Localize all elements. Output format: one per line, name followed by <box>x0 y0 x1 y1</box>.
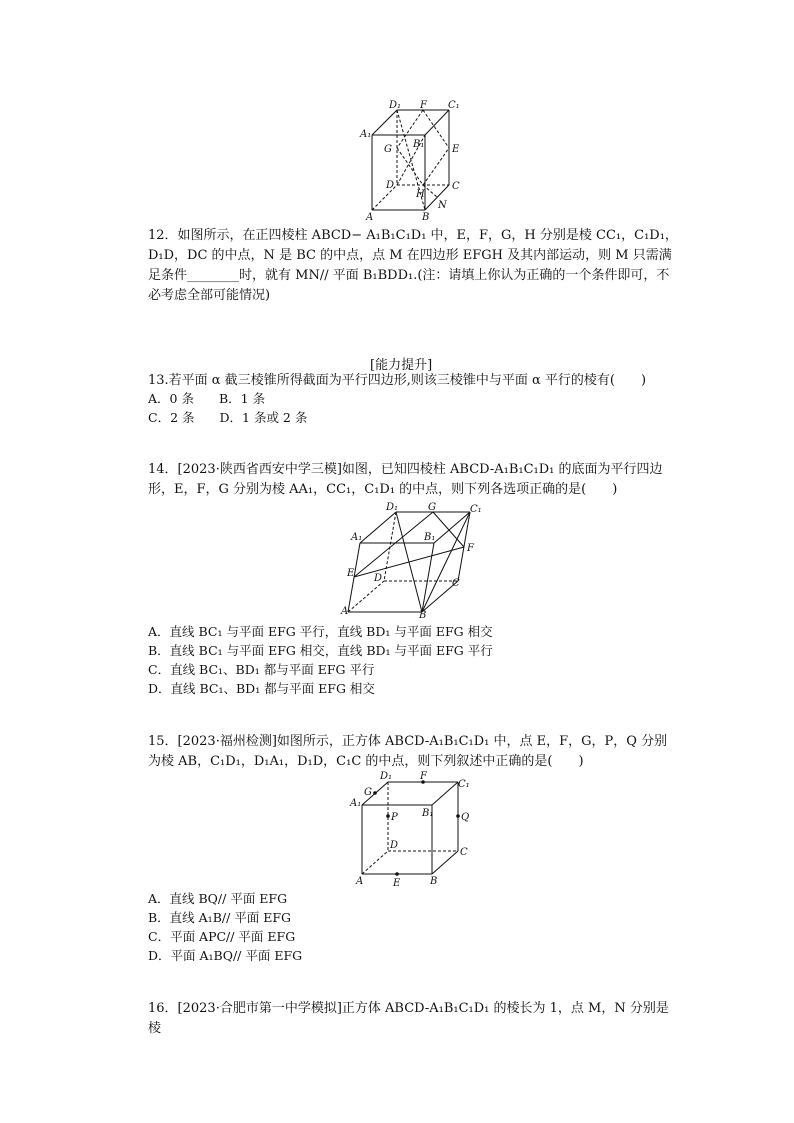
fig1-label-A1: A₁ <box>360 129 372 140</box>
fig3-label-B1: B₁ <box>422 808 434 819</box>
fig2-label-E: E <box>347 568 355 579</box>
q13-option-row-2: C．2 条 D．1 条或 2 条 <box>148 410 308 425</box>
fig3-label-F: F <box>420 771 427 782</box>
fig2-label-A: A <box>341 606 349 617</box>
fig3-label-C: C <box>460 847 468 858</box>
fig3-label-A: A <box>356 876 364 887</box>
section-heading: [能力提升] <box>370 358 433 373</box>
question-13: 13.若平面 α 截三棱锥所得截面为平行四边形,则该三棱锥中与平面 α 平行的棱有( ) <box>148 373 647 388</box>
question-12: 12．如图所示，在正四棱柱 ABCD− A₁B₁C₁D₁ 中，E，F，G，H 分别是棱 CC₁，C₁D₁，D₁D，DC 的中点，N 是 BC 的中点，点 M 在四边形 EFGH 及其内部运动，则 M 只需满足条件________时，就有 MN// 平面 B₁BDD₁.(注：请填上你认为正确的一个条件即可，不必考虑全部可能情况) <box>148 228 678 303</box>
fig3-label-G: G <box>364 787 372 798</box>
fig1-label-C1: C₁ <box>448 100 460 111</box>
fig3-label-E: E <box>393 878 401 889</box>
figure-q12-prism <box>0 0 794 230</box>
q14-option-c: C．直线 BC₁、BD₁ 都与平面 EFG 平行 <box>148 662 375 677</box>
question-14: 14．[2023·陕西省西安中学三模]如图，已知四棱柱 ABCD-A₁B₁C₁D₁ 的底面为平行四边形，E，F，G 分别为棱 AA₁，CC₁，C₁D₁ 的中点，则下列各选项正确的是( ) <box>148 462 663 497</box>
fig1-label-A: A <box>366 212 374 223</box>
fig1-label-C: C <box>452 181 460 192</box>
fig2-label-D: D <box>374 573 383 584</box>
fig2-label-B1: B₁ <box>424 532 436 543</box>
fig3-label-B: B <box>430 876 438 887</box>
q14-option-b: B．直线 BC₁ 与平面 EFG 相交，直线 BD₁ 与平面 EFG 平行 <box>148 643 493 658</box>
figure-q15-cube <box>0 770 794 890</box>
fig1-label-B: B <box>422 212 430 223</box>
fig1-label-D1: D₁ <box>389 100 402 111</box>
figure-q14-prism <box>0 495 794 625</box>
fig3-label-A1: A₁ <box>350 798 362 809</box>
fig2-label-C1: C₁ <box>470 504 482 515</box>
fig3-label-D: D <box>390 840 399 851</box>
fig1-label-N: N <box>438 200 447 211</box>
fig1-label-G: G <box>384 144 392 155</box>
q15-option-b: B．直线 A₁B// 平面 EFG <box>148 910 292 925</box>
fig1-label-H: H <box>416 189 425 200</box>
fig2-label-C: C <box>452 578 460 589</box>
q14-option-d: D．直线 BC₁、BD₁ 都与平面 EFG 相交 <box>148 681 375 696</box>
q15-option-c: C．平面 APC// 平面 EFG <box>148 929 296 944</box>
fig1-label-B1: B₁ <box>413 139 425 150</box>
fig2-label-D1: D₁ <box>386 502 399 513</box>
q14-option-a: A．直线 BC₁ 与平面 EFG 平行，直线 BD₁ 与平面 EFG 相交 <box>148 624 493 639</box>
q15-option-a: A．直线 BQ// 平面 EFG <box>148 891 288 906</box>
fig2-label-F: F <box>467 543 474 554</box>
fig3-label-Q: Q <box>461 812 470 823</box>
fig2-label-A1: A₁ <box>351 532 363 543</box>
fig1-label-F: F <box>420 100 427 111</box>
question-15: 15．[2023·福州检测]如图所示，正方体 ABCD-A₁B₁C₁D₁ 中，点 E，F，G，P，Q 分别为棱 AB，C₁D₁，D₁A₁，D₁D，C₁C 的中点，则下列叙述中正确的是( ) <box>148 734 668 769</box>
fig3-label-P: P <box>391 812 398 823</box>
fig2-label-B: B <box>419 610 427 621</box>
fig1-label-E: E <box>452 144 460 155</box>
fig1-label-D: D <box>386 180 395 191</box>
fig3-label-D1: D₁ <box>380 771 393 782</box>
question-16: 16．[2023·合肥市第一中学模拟]正方体 ABCD-A₁B₁C₁D₁ 的棱长为 1，点 M，N 分别是棱 <box>148 1001 669 1036</box>
q15-option-d: D．平面 A₁BQ// 平面 EFG <box>148 948 303 963</box>
q13-option-row-1: A．0 条 B．1 条 <box>148 391 266 406</box>
fig2-label-G: G <box>428 502 436 513</box>
fig3-label-C1: C₁ <box>458 779 470 790</box>
